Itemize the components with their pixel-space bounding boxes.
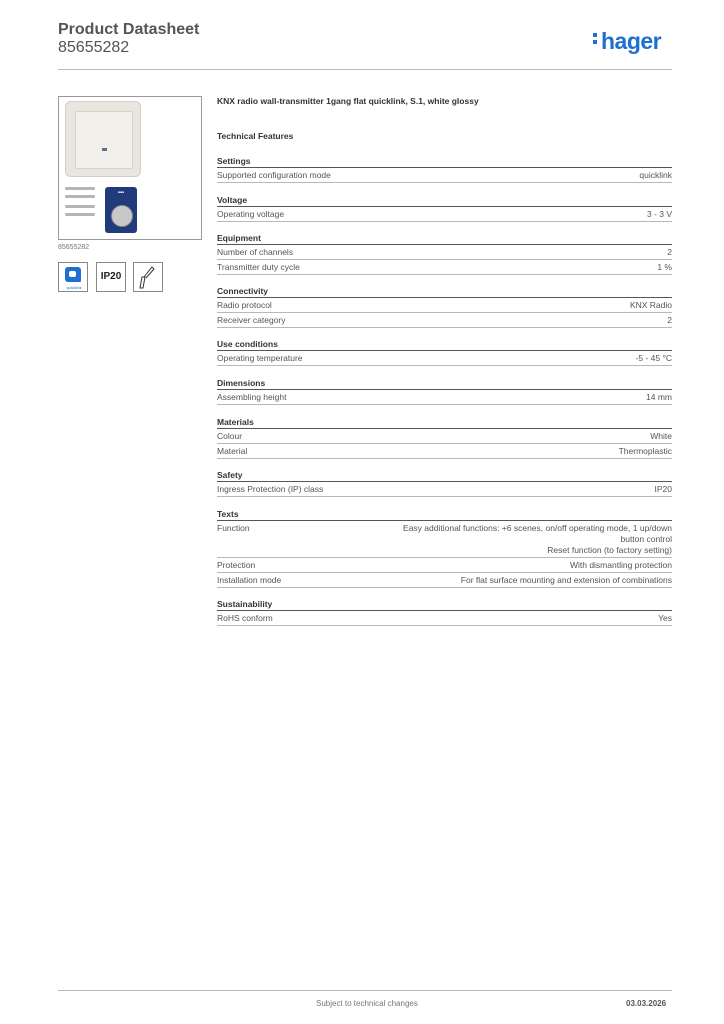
spec-label: Supported configuration mode <box>217 170 331 180</box>
hager-logo <box>593 28 661 55</box>
quicklink-badge <box>58 262 88 292</box>
spec-row <box>217 168 672 183</box>
spec-row <box>217 245 672 260</box>
spec-label: Transmitter duty cycle <box>217 262 300 272</box>
spec-row <box>217 521 672 558</box>
ip20-label: IP20 <box>100 271 122 282</box>
spec-label: Colour <box>217 431 243 441</box>
screwdriver-icon <box>134 263 162 291</box>
product-code: 85655282 <box>58 39 130 56</box>
spec-row <box>217 207 672 222</box>
technical-features-title: Technical Features <box>217 131 294 141</box>
section-title: Safety <box>217 468 672 482</box>
spec-label: Receiver category <box>217 315 286 325</box>
spec-value: 3 - 3 V <box>646 209 672 219</box>
section-title: Dimensions <box>217 376 672 390</box>
spec-value: For flat surface mounting and extension of combinations <box>460 575 672 585</box>
logo-dots-icon <box>593 30 599 47</box>
spec-label: Radio protocol <box>217 300 272 310</box>
spec-label: Material <box>217 446 248 456</box>
product-title: KNX radio wall-transmitter 1gang flat quicklink, S.1, white glossy <box>217 96 479 106</box>
spec-row <box>217 444 672 459</box>
wall-plug-icon <box>65 213 95 216</box>
section-title: Settings <box>217 154 672 168</box>
section-texts <box>217 507 672 588</box>
product-image <box>58 96 202 240</box>
spec-value: White <box>650 431 672 441</box>
section-use-conditions <box>217 337 672 366</box>
spec-row <box>217 482 672 497</box>
spec-value: -5 - 45 °C <box>635 353 672 363</box>
quicklink-label: quicklink <box>66 285 82 290</box>
spec-row <box>217 351 672 366</box>
spec-row <box>217 260 672 275</box>
image-caption: 85655282 <box>58 244 90 251</box>
section-materials <box>217 415 672 459</box>
spec-value: 2 <box>667 315 672 325</box>
switch-led-icon <box>102 148 107 151</box>
spec-label: Number of channels <box>217 247 294 257</box>
spec-label: Function <box>217 523 250 533</box>
battery-icon <box>105 187 137 233</box>
section-sustainability <box>217 597 672 626</box>
spec-value: Thermoplastic <box>618 446 672 456</box>
spec-value: Easy additional functions: +6 scenes, on/off operating mode, 1 up/down button control Reset function (to factory setting) <box>403 523 672 555</box>
spec-value: Yes <box>658 613 672 623</box>
spec-label: Assembling height <box>217 392 287 402</box>
section-voltage <box>217 193 672 222</box>
spec-row <box>217 313 672 328</box>
footer-date: 03.03.2026 <box>626 999 667 1008</box>
spec-label: Installation mode <box>217 575 282 585</box>
spec-row <box>217 298 672 313</box>
spec-row <box>217 573 672 588</box>
coin-cell-icon <box>111 205 133 227</box>
spec-row <box>217 611 672 626</box>
spec-row <box>217 429 672 444</box>
page-title: Product Datasheet <box>58 21 200 38</box>
spec-value: 2 <box>667 247 672 257</box>
spec-value: KNX Radio <box>629 300 672 310</box>
section-title: Connectivity <box>217 284 672 298</box>
spec-label: Operating voltage <box>217 209 285 219</box>
section-connectivity <box>217 284 672 328</box>
section-dimensions <box>217 376 672 405</box>
footer-divider <box>58 990 672 991</box>
logo-text: hager <box>601 28 662 54</box>
footer-notice: Subject to technical changes <box>316 999 418 1008</box>
section-title: Equipment <box>217 231 672 245</box>
section-title: Sustainability <box>217 597 672 611</box>
wall-plug-icon <box>65 205 95 208</box>
spec-row <box>217 390 672 405</box>
section-safety <box>217 468 672 497</box>
screw-icon <box>65 195 95 198</box>
section-title: Use conditions <box>217 337 672 351</box>
spec-value: IP20 <box>654 484 672 494</box>
header-divider <box>58 69 672 70</box>
spec-value: 1 % <box>657 262 672 272</box>
spec-value: 14 mm <box>646 392 672 402</box>
switch-rocker <box>75 111 133 169</box>
section-title: Voltage <box>217 193 672 207</box>
battery-brand-mark: ▪▪▪ <box>117 190 125 196</box>
ip20-badge <box>96 262 126 292</box>
section-settings <box>217 154 672 183</box>
section-equipment <box>217 231 672 275</box>
spec-value: quicklink <box>639 170 672 180</box>
spec-row <box>217 558 672 573</box>
spec-label: Operating temperature <box>217 353 303 363</box>
switch-frame <box>65 101 141 177</box>
tool-badge <box>133 262 163 292</box>
section-title: Texts <box>217 507 672 521</box>
spec-label: Ingress Protection (IP) class <box>217 484 324 494</box>
screw-icon <box>65 187 95 190</box>
section-title: Materials <box>217 415 672 429</box>
spec-label: Protection <box>217 560 256 570</box>
spec-value: With dismantling protection <box>569 560 672 570</box>
spec-label: RoHS conform <box>217 613 273 623</box>
